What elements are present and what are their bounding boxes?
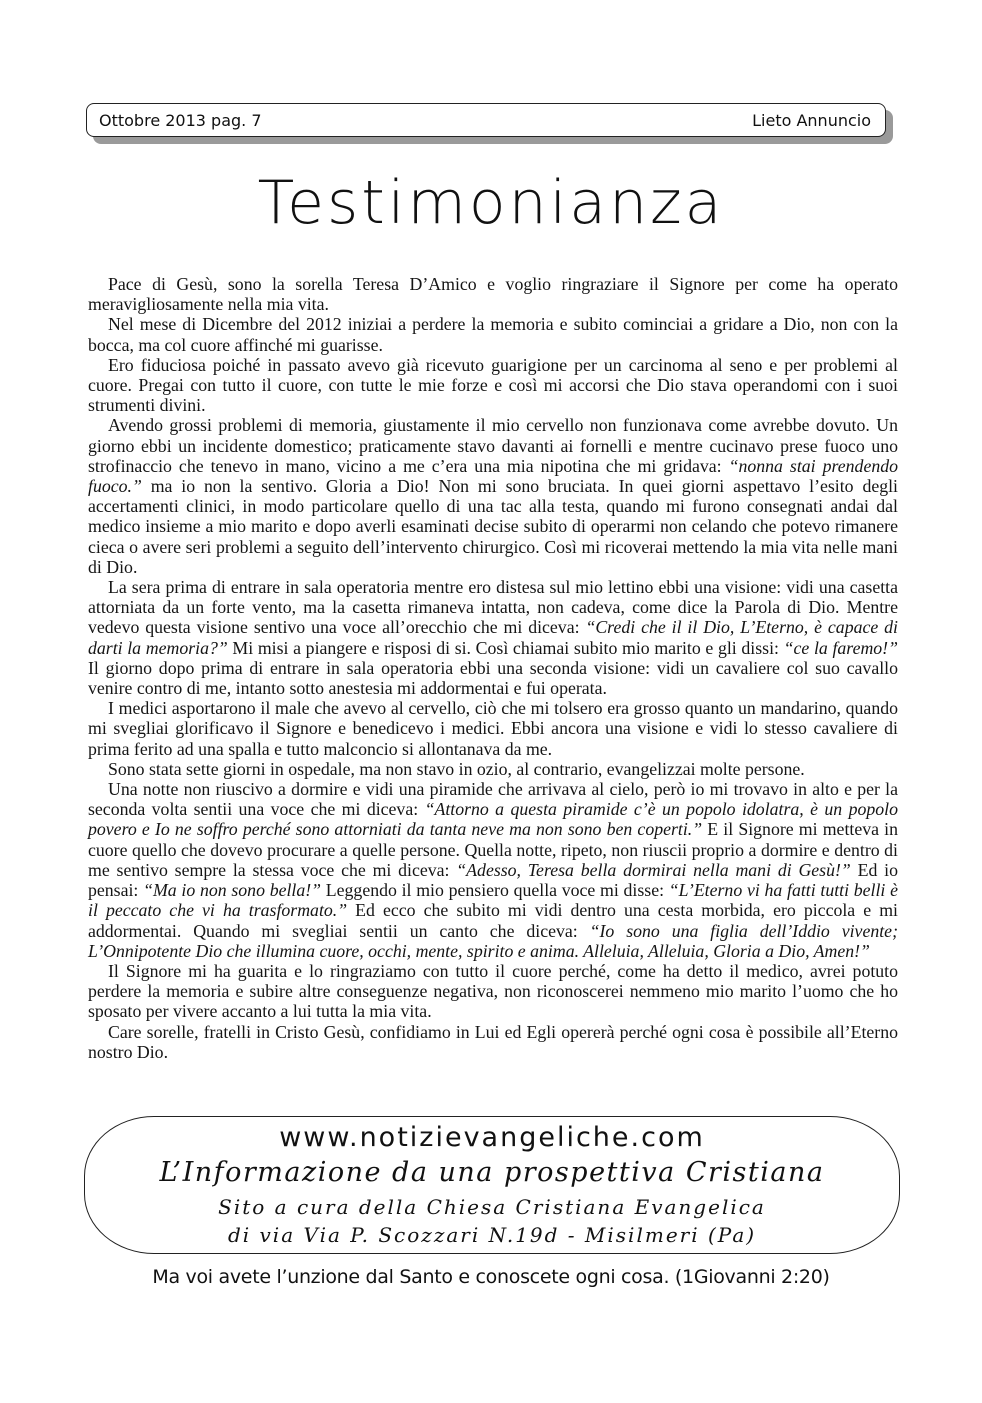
paragraph-text: Una notte non riuscivo a dormire e vidi una piramide che arrivava al cielo, però io mi trovavo in alto e per la seconda volta sentii una voce che mi diceva: [88,779,898,820]
quote-text: “Ma io non sono bella!” [143,880,322,901]
article-paragraph [88,577,898,698]
article-body [88,274,898,1062]
quote-text: “Adesso, Teresa bella dormirai nella mani di Gesù!” [456,859,851,880]
issue-date: Ottobre 2013 pag. 7 [99,110,262,130]
paragraph-text: Nel mese di Dicembre del 2012 iniziai a perdere la memoria e subito cominciai a gridare a Dio, non con la bocca, ma col cuore affinché mi guarisse. [88,314,898,355]
paragraph-text: Il giorno dopo prima di entrare in sala operatoria ebbi una seconda visione: vidi un cavaliere col suo cavallo venire contro di me, intanto sotto anestesia mi addormentai e fui operata. [88,657,898,699]
footer-tagline: L’Informazione da una prospettiva Cristiana [159,1157,825,1188]
page-header [86,103,886,137]
paragraph-text: I medici asportarono il male che avevo al cervello, ciò che mi tolsero era grosso quanto un mandarino, quando mi svegliai glorificavo il Signore e benedicevo i medici. Ebbi ancora una visione e vidi lo stesso cavaliere di prima ferito ad una spalla e tutto malconcio si allontanava da me. [88,698,898,759]
bible-verse: Ma voi avete l’unzione dal Santo e conoscete ogni cosa. (1Giovanni 2:20) [152,1266,830,1288]
quote-text: “nonna stai prendendo fuoco.” [88,455,899,497]
article-paragraph [88,779,898,961]
paragraph-text: Il Signore mi ha guarita e lo ringraziamo con tutto il cuore perché, come ha detto il medico, avrei potuto perdere la memoria e subire altre conseguenze negativa, non riconoscerei nemmeno mio marito l’uomo che ho sposato per vivere accanto a lui tutta la mia vita. [88,960,898,1022]
paragraph-text: Ed io pensai: [88,859,898,901]
paragraph-text: Pace di Gesù, sono la sorella Teresa D’Amico e voglio ringraziare il Signore per come ha operato meravigliosamente nella mia vita. [88,274,898,315]
article-paragraph [88,314,898,354]
paragraph-text: Care sorelle, fratelli in Cristo Gesù, confidiamo in Lui ed Egli opererà perché ogni cosa è possibile all’Eterno nostro Dio. [88,1021,898,1062]
article-paragraph [88,1022,898,1062]
paragraph-text: Avendo grossi problemi di memoria, giustamente il mio cervello non funzionava come avrebbe dovuto. Un giorno ebbi un incidente domestico; praticamente stavo davanti ai fornelli e mentre cucinavo prese fuoco uno strofinaccio che tenevo in mano, vicino a me c’era una mia nipotina che mi gridava: [88,415,898,476]
paragraph-text: Sono stata sette giorni in ospedale, ma non stavo in ozio, al contrario, evangelizzai molte persone. [108,758,805,779]
paragraph-text: E il Signore mi metteva in cuore quello che dovevo procurare a quelle persone. Quella notte, ripeto, non riuscii proprio a dormire e dentro di me sentivo sempre la stessa voce che mi diceva: [88,819,898,880]
article-paragraph [88,274,898,314]
quote-text: “Io sono una figlia dell’Iddio vivente; L’Onnipotente Dio che illumina cuore, occhi, mente, spirito e anima. Alleluia, Alleluia, Gloria a Dio, Amen!” [88,920,898,961]
paragraph-text: Mi misi a piangere e risposi di si. Così chiamai subito mio marito e gli dissi: [227,637,784,658]
paragraph-text: ma io non la sentivo. Gloria a Dio! Non mi sono bruciata. In quei giorni aspettavo l’esito degli accertamenti clinici, in modo particolare quello di una tac alla testa, quando mi furono consegnati andai dal medico insieme a mio marito e dopo averli esaminati decise subito di operarmi non celando che potevo rimanere cieca o avere seri problemi a seguito dell’intervento chirurgico. Così mi ricoverai mettendo la mia vita nelle mani di Dio. [88,476,898,577]
quote-text: “Credi che il il Dio, L’Eterno, è capace di darti la memoria?” [88,617,898,658]
publication-name: Lieto Annuncio [752,110,871,130]
article-paragraph [88,355,898,416]
paragraph-text: Ed ecco che subito mi vidi dentro una cesta morbida, ero piccola e mi addormentai. Quando mi svegliai sentii un canto che diceva: [88,900,898,941]
article-paragraph [88,759,898,779]
footer-church-line: Sito a cura della Chiesa Cristiana Evangelica [218,1195,766,1219]
paragraph-text: La sera prima di entrare in sala operatoria mentre ero distesa sul mio lettino ebbi una visione: vidi una casetta attorniata da un forte vento, ma la casetta rimaneva intatta, non cadeva, come dice la Parola di Dio. Mentre vedevo questa visione sentivo una voce all’orecchio che mi diceva: [88,577,898,638]
paragraph-text: Ero fiduciosa poiché in passato avevo già ricevuto guarigione per un carcinoma al seno e per problemi al cuore. Pregai con tutto il cuore, con tutte le mie forze e così mi accorsi che Dio stava operandomi con i suoi strumenti divini. [88,354,898,416]
article-title: Testimonianza [257,168,725,238]
article-paragraph [88,961,898,1022]
website-url[interactable]: www.notizievangeliche.com [279,1122,705,1153]
quote-text: “ce la faremo!” [783,637,898,658]
article-paragraph [88,698,898,759]
article-paragraph [88,415,898,577]
paragraph-text: Leggendo il mio pensiero quella voce mi disse: [321,880,669,901]
quote-text: “Attorno a questa piramide c’è un popolo idolatra, è un popolo povero e Io ne soffro perché sono attorniati da tanta neve ma non sono ben coperti.” [88,799,898,840]
footer-banner [84,1116,900,1254]
quote-text: “L’Eterno vi ha fatti tutti belli è il peccato che vi ha trasformato.” [88,880,898,921]
footer-address-line: di via Via P. Scozzari N.19d - Misilmeri (Pa) [227,1223,757,1247]
